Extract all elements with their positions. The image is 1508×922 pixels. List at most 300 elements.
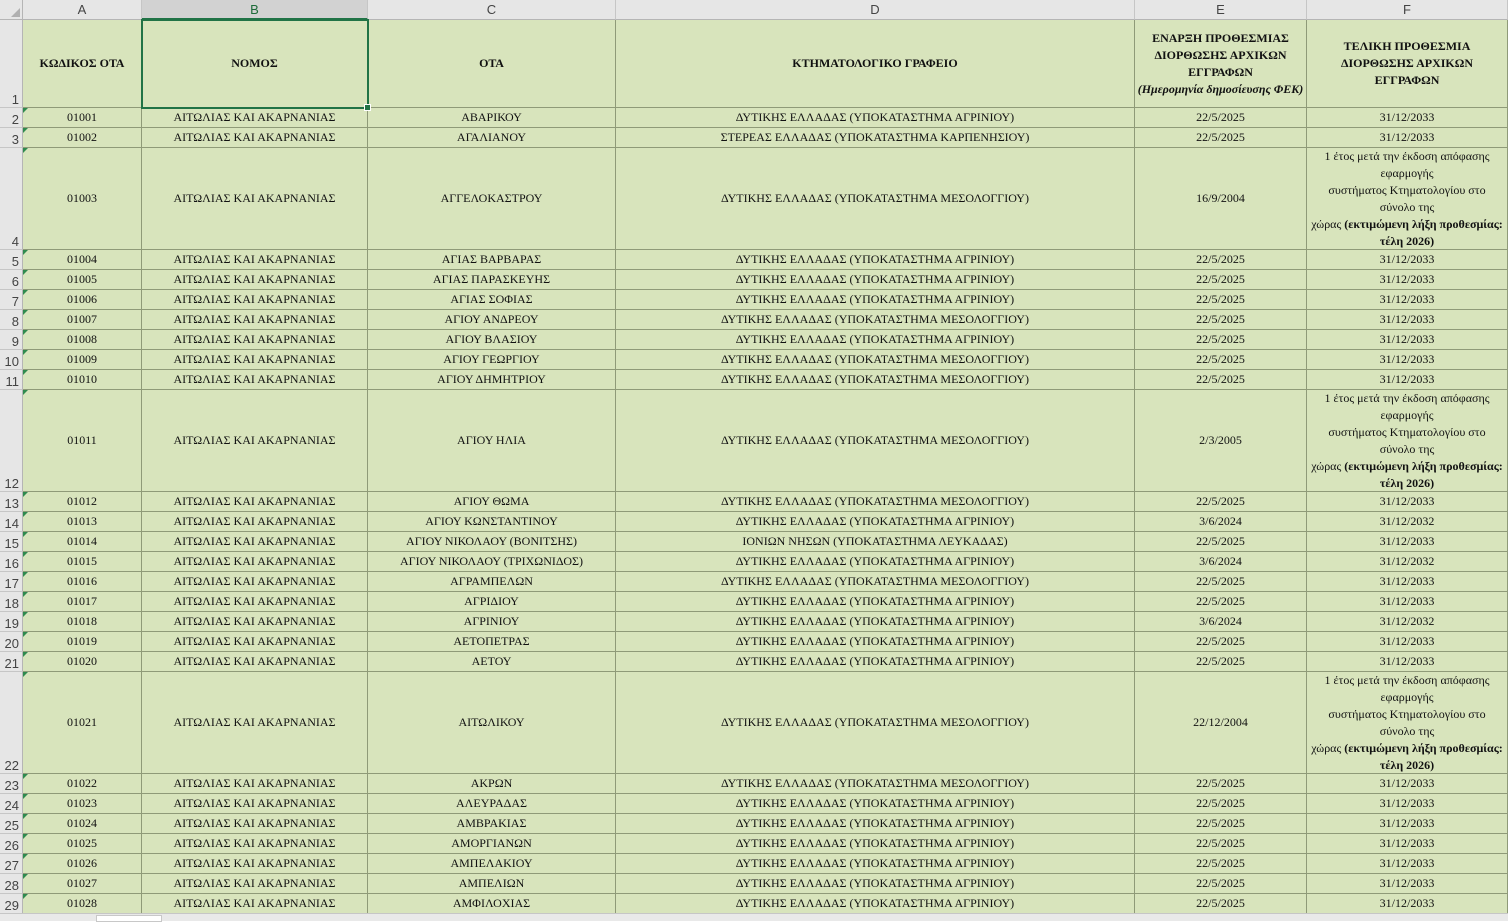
cell-code-text: 01016: [67, 574, 97, 588]
cell-nomos[interactable]: [142, 532, 368, 552]
cell-start-text: 22/5/2025: [1196, 494, 1245, 508]
cell-office-text: ΔΥΤΙΚΗΣ ΕΛΛΑΔΑΣ (ΥΠΟΚΑΤΑΣΤΗΜΑ ΜΕΣΟΛΟΓΓΙΟΥ): [721, 352, 1029, 366]
cell-office-text: ΙΟΝΙΩΝ ΝΗΣΩΝ (ΥΠΟΚΑΤΑΣΤΗΜΑ ΛΕΥΚΑΔΑΣ): [742, 534, 1008, 548]
cell-start[interactable]: [1135, 854, 1307, 874]
cell-start-text: 22/5/2025: [1196, 776, 1245, 790]
row-header-9[interactable]: 9: [0, 330, 23, 350]
cell-office[interactable]: [616, 652, 1135, 672]
cell-office[interactable]: [616, 370, 1135, 390]
cell-nomos[interactable]: [142, 148, 368, 250]
cell-office[interactable]: [616, 894, 1135, 914]
cell-code-text: 01007: [67, 312, 97, 326]
cell-deadline[interactable]: [1307, 148, 1508, 250]
cell-start-text: 22/5/2025: [1196, 896, 1245, 910]
cell-ota[interactable]: [368, 370, 616, 390]
cell-nomos-text: ΑΙΤΩΛΙΑΣ ΚΑΙ ΑΚΑΡΝΑΝΙΑΣ: [173, 534, 336, 548]
row-header-22[interactable]: 22: [0, 672, 23, 774]
cell-deadline-text: 31/12/2033: [1379, 534, 1435, 548]
cell-code[interactable]: [23, 572, 142, 592]
cell-deadline[interactable]: [1307, 834, 1508, 854]
cell-office-text: ΔΥΤΙΚΗΣ ΕΛΛΑΔΑΣ (ΥΠΟΚΑΤΑΣΤΗΜΑ ΑΓΡΙΝΙΟΥ): [735, 252, 1015, 266]
cell-office-text: ΣΤΕΡΕΑΣ ΕΛΛΑΔΑΣ (ΥΠΟΚΑΤΑΣΤΗΜΑ ΚΑΡΠΕΝΗΣΙΟΥ): [720, 130, 1030, 144]
row-header-29[interactable]: 29: [0, 894, 23, 914]
cell-ota[interactable]: [368, 592, 616, 612]
cell-code[interactable]: [23, 794, 142, 814]
cell-nomos[interactable]: [142, 250, 368, 270]
cell-nomos[interactable]: [142, 350, 368, 370]
cell-nomos[interactable]: [142, 390, 368, 492]
row-header-16[interactable]: 16: [0, 552, 23, 572]
cell-office[interactable]: [616, 330, 1135, 350]
cell-deadline[interactable]: [1307, 330, 1508, 350]
cell-office[interactable]: [616, 814, 1135, 834]
cell-ota[interactable]: [368, 492, 616, 512]
cell-deadline[interactable]: [1307, 794, 1508, 814]
cell-start[interactable]: [1135, 148, 1307, 250]
cell-ota[interactable]: [368, 250, 616, 270]
cell-code[interactable]: [23, 310, 142, 330]
cell-nomos[interactable]: [142, 774, 368, 794]
cell-ota[interactable]: [368, 552, 616, 572]
cell-office-text: ΔΥΤΙΚΗΣ ΕΛΛΑΔΑΣ (ΥΠΟΚΑΤΑΣΤΗΜΑ ΑΓΡΙΝΙΟΥ): [735, 654, 1015, 668]
cell-start[interactable]: [1135, 512, 1307, 532]
cell-nomos[interactable]: [142, 290, 368, 310]
cell-start[interactable]: [1135, 652, 1307, 672]
cell-start[interactable]: [1135, 108, 1307, 128]
row-header-28[interactable]: 28: [0, 874, 23, 894]
cell-nomos[interactable]: [142, 552, 368, 572]
cell-office[interactable]: [616, 532, 1135, 552]
cell-start[interactable]: [1135, 794, 1307, 814]
cell-code[interactable]: [23, 612, 142, 632]
cell-nomos[interactable]: [142, 814, 368, 834]
cell-nomos-text: ΑΙΤΩΛΙΑΣ ΚΑΙ ΑΚΑΡΝΑΝΙΑΣ: [173, 272, 336, 286]
header-code-text: ΚΩΔΙΚΟΣ ΟΤΑ: [39, 56, 125, 70]
text-number-warning-icon: [23, 774, 28, 779]
cell-office[interactable]: [616, 612, 1135, 632]
cell-office[interactable]: [616, 148, 1135, 250]
row-header-27[interactable]: 27: [0, 854, 23, 874]
cell-code[interactable]: [23, 894, 142, 914]
text-number-warning-icon: [23, 572, 28, 577]
cell-code[interactable]: [23, 652, 142, 672]
cell-code-text: 01021: [67, 715, 97, 729]
row-header-14[interactable]: 14: [0, 512, 23, 532]
text-number-warning-icon: [23, 270, 28, 275]
row-header-7[interactable]: 7: [0, 290, 23, 310]
cell-office[interactable]: [616, 834, 1135, 854]
row-header-19[interactable]: 19: [0, 612, 23, 632]
cell-office[interactable]: [616, 290, 1135, 310]
cell-code[interactable]: [23, 370, 142, 390]
cell-start[interactable]: [1135, 572, 1307, 592]
cell-ota[interactable]: [368, 774, 616, 794]
column-header-f[interactable]: F: [1307, 0, 1508, 20]
cell-office-text: ΔΥΤΙΚΗΣ ΕΛΛΑΔΑΣ (ΥΠΟΚΑΤΑΣΤΗΜΑ ΑΓΡΙΝΙΟΥ): [735, 876, 1015, 890]
cell-nomos-text: ΑΙΤΩΛΙΑΣ ΚΑΙ ΑΚΑΡΝΑΝΙΑΣ: [173, 634, 336, 648]
cell-deadline-text: 31/12/2033: [1379, 252, 1435, 266]
cell-start-text: 16/9/2004: [1196, 191, 1245, 205]
cell-ota[interactable]: [368, 612, 616, 632]
cell-nomos[interactable]: [142, 512, 368, 532]
cell-office[interactable]: [616, 512, 1135, 532]
row-header-12[interactable]: 12: [0, 390, 23, 492]
cell-nomos-text: ΑΙΤΩΛΙΑΣ ΚΑΙ ΑΚΑΡΝΑΝΙΑΣ: [173, 494, 336, 508]
cell-code[interactable]: [23, 874, 142, 894]
cell-nomos[interactable]: [142, 874, 368, 894]
cell-code[interactable]: [23, 492, 142, 512]
cell-code[interactable]: [23, 350, 142, 370]
cell-deadline[interactable]: [1307, 250, 1508, 270]
cell-start[interactable]: [1135, 290, 1307, 310]
cell-code-text: 01011: [67, 433, 97, 447]
column-header-a[interactable]: A: [23, 0, 142, 20]
text-number-warning-icon: [23, 612, 28, 617]
column-header-d[interactable]: D: [616, 0, 1135, 20]
cell-deadline-text: 31/12/2033: [1379, 776, 1435, 790]
cell-deadline-text: 31/12/2033: [1379, 494, 1435, 508]
cell-office-text: ΔΥΤΙΚΗΣ ΕΛΛΑΔΑΣ (ΥΠΟΚΑΤΑΣΤΗΜΑ ΑΓΡΙΝΙΟΥ): [735, 816, 1015, 830]
cell-nomos-text: ΑΙΤΩΛΙΑΣ ΚΑΙ ΑΚΑΡΝΑΝΙΑΣ: [173, 352, 336, 366]
row-header-17[interactable]: 17: [0, 572, 23, 592]
cell-nomos[interactable]: [142, 128, 368, 148]
cell-start-text: 22/5/2025: [1196, 312, 1245, 326]
cell-ota[interactable]: [368, 854, 616, 874]
cell-nomos-text: ΑΙΤΩΛΙΑΣ ΚΑΙ ΑΚΑΡΝΑΝΙΑΣ: [173, 574, 336, 588]
cell-deadline[interactable]: [1307, 370, 1508, 390]
cell-code[interactable]: [23, 834, 142, 854]
text-number-warning-icon: [23, 894, 28, 899]
cell-ota-text: ΑΜΦΙΛΟΧΙΑΣ: [452, 896, 531, 910]
cell-office[interactable]: [616, 350, 1135, 370]
cell-office[interactable]: [616, 270, 1135, 290]
header-office[interactable]: [616, 20, 1135, 108]
cell-deadline[interactable]: [1307, 592, 1508, 612]
cell-ota-text: ΑΓΙΟΥ ΚΩΝΣΤΑΝΤΙΝΟΥ: [425, 514, 558, 528]
header-deadline-text: ΤΕΛΙΚΗ ΠΡΟΘΕΣΜΙΑ ΔΙΟΡΘΩΣΗΣ ΑΡΧΙΚΩΝ ΕΓΓΡΑΦΩΝ: [1340, 39, 1474, 87]
cell-ota-text: ΑΓΙΑΣ ΠΑΡΑΣΚΕΥΗΣ: [432, 272, 551, 286]
cell-office-text: ΔΥΤΙΚΗΣ ΕΛΛΑΔΑΣ (ΥΠΟΚΑΤΑΣΤΗΜΑ ΜΕΣΟΛΟΓΓΙΟΥ): [721, 494, 1029, 508]
cell-start[interactable]: [1135, 632, 1307, 652]
cell-start[interactable]: [1135, 672, 1307, 774]
header-ota[interactable]: [368, 20, 616, 108]
text-number-warning-icon: [23, 310, 28, 315]
cell-code[interactable]: [23, 512, 142, 532]
column-header-b[interactable]: B: [142, 0, 368, 20]
row-header-11[interactable]: 11: [0, 370, 23, 390]
text-number-warning-icon: [23, 330, 28, 335]
cell-code[interactable]: [23, 532, 142, 552]
cell-start-text: 3/6/2024: [1199, 554, 1242, 568]
cell-code-text: 01015: [67, 554, 97, 568]
cell-nomos[interactable]: [142, 370, 368, 390]
cell-start[interactable]: [1135, 492, 1307, 512]
row-header-18[interactable]: 18: [0, 592, 23, 612]
cell-start[interactable]: [1135, 532, 1307, 552]
select-all-corner[interactable]: [0, 0, 23, 20]
cell-nomos-text: ΑΙΤΩΛΙΑΣ ΚΑΙ ΑΚΑΡΝΑΝΙΑΣ: [173, 292, 336, 306]
row-header-25[interactable]: 25: [0, 814, 23, 834]
cell-nomos[interactable]: [142, 672, 368, 774]
cell-code[interactable]: [23, 128, 142, 148]
cell-ota[interactable]: [368, 350, 616, 370]
cell-ota[interactable]: [368, 310, 616, 330]
cell-nomos[interactable]: [142, 652, 368, 672]
cell-ota-text: ΑΓΙΟΥ ΝΙΚΟΛΑΟΥ (ΤΡΙΧΩΝΙΔΟΣ): [399, 554, 584, 568]
cell-nomos-text: ΑΙΤΩΛΙΑΣ ΚΑΙ ΑΚΑΡΝΑΝΙΑΣ: [173, 614, 336, 628]
header-deadline[interactable]: [1307, 20, 1508, 108]
cell-code[interactable]: [23, 672, 142, 774]
cell-nomos[interactable]: [142, 330, 368, 350]
cell-code[interactable]: [23, 774, 142, 794]
cell-start[interactable]: [1135, 612, 1307, 632]
row-header-2[interactable]: 2: [0, 108, 23, 128]
cell-ota[interactable]: [368, 794, 616, 814]
cell-ota[interactable]: [368, 290, 616, 310]
cell-office-text: ΔΥΤΙΚΗΣ ΕΛΛΑΔΑΣ (ΥΠΟΚΑΤΑΣΤΗΜΑ ΑΓΡΙΝΙΟΥ): [735, 594, 1015, 608]
row-header-13[interactable]: 13: [0, 492, 23, 512]
cell-code[interactable]: [23, 390, 142, 492]
cell-start-text: 22/5/2025: [1196, 130, 1245, 144]
cell-office-text: ΔΥΤΙΚΗΣ ΕΛΛΑΔΑΣ (ΥΠΟΚΑΤΑΣΤΗΜΑ ΜΕΣΟΛΟΓΓΙΟΥ): [721, 433, 1029, 447]
header-code[interactable]: [23, 20, 142, 108]
row-header-24[interactable]: 24: [0, 794, 23, 814]
cell-office[interactable]: [616, 774, 1135, 794]
cell-deadline[interactable]: [1307, 632, 1508, 652]
cell-code[interactable]: [23, 108, 142, 128]
cell-start[interactable]: [1135, 128, 1307, 148]
row-header-5[interactable]: 5: [0, 250, 23, 270]
cell-start[interactable]: [1135, 310, 1307, 330]
text-number-warning-icon: [23, 492, 28, 497]
cell-office[interactable]: [616, 310, 1135, 330]
cell-start[interactable]: [1135, 774, 1307, 794]
cell-office[interactable]: [616, 592, 1135, 612]
cell-office-text: ΔΥΤΙΚΗΣ ΕΛΛΑΔΑΣ (ΥΠΟΚΑΤΑΣΤΗΜΑ ΜΕΣΟΛΟΓΓΙΟΥ): [721, 715, 1029, 729]
cell-nomos[interactable]: [142, 794, 368, 814]
cell-nomos[interactable]: [142, 492, 368, 512]
cell-nomos[interactable]: [142, 834, 368, 854]
cell-office-text: ΔΥΤΙΚΗΣ ΕΛΛΑΔΑΣ (ΥΠΟΚΑΤΑΣΤΗΜΑ ΑΓΡΙΝΙΟΥ): [735, 836, 1015, 850]
cell-start-text: 22/5/2025: [1196, 292, 1245, 306]
row-header-26[interactable]: 26: [0, 834, 23, 854]
cell-start[interactable]: [1135, 552, 1307, 572]
cell-code[interactable]: [23, 270, 142, 290]
text-number-warning-icon: [23, 350, 28, 355]
cell-start-text: 22/5/2025: [1196, 352, 1245, 366]
cell-code[interactable]: [23, 552, 142, 572]
cell-code[interactable]: [23, 148, 142, 250]
cell-deadline[interactable]: [1307, 552, 1508, 572]
cell-deadline[interactable]: [1307, 492, 1508, 512]
cell-code[interactable]: [23, 632, 142, 652]
cell-deadline[interactable]: [1307, 290, 1508, 310]
cell-ota[interactable]: [368, 532, 616, 552]
row-header-10[interactable]: 10: [0, 350, 23, 370]
cell-nomos[interactable]: [142, 572, 368, 592]
cell-nomos-text: ΑΙΤΩΛΙΑΣ ΚΑΙ ΑΚΑΡΝΑΝΙΑΣ: [173, 776, 336, 790]
cell-office[interactable]: [616, 492, 1135, 512]
cell-code-text: 01009: [67, 352, 97, 366]
cell-ota[interactable]: [368, 108, 616, 128]
cell-ota[interactable]: [368, 390, 616, 492]
row-header-23[interactable]: 23: [0, 774, 23, 794]
cell-deadline[interactable]: [1307, 108, 1508, 128]
cell-code-text: 01002: [67, 130, 97, 144]
cell-ota-text: ΑΓΓΕΛΟΚΑΣΤΡΟΥ: [440, 191, 543, 205]
deadline-note-bold: (εκτιμώμενη λήξη προθεσμίας: τέλη 2026): [1344, 458, 1503, 490]
row-header-1[interactable]: 1: [0, 20, 23, 108]
cell-nomos[interactable]: [142, 854, 368, 874]
cell-deadline[interactable]: [1307, 652, 1508, 672]
cell-code-text: 01012: [67, 494, 97, 508]
cell-ota[interactable]: [368, 128, 616, 148]
cell-code-text: 01018: [67, 614, 97, 628]
cell-office-text: ΔΥΤΙΚΗΣ ΕΛΛΑΔΑΣ (ΥΠΟΚΑΤΑΣΤΗΜΑ ΜΕΣΟΛΟΓΓΙΟΥ): [721, 776, 1029, 790]
deadline-note-line1: 1 έτος μετά την έκδοση απόφασης εφαρμογής: [1324, 148, 1490, 180]
cell-office[interactable]: [616, 854, 1135, 874]
cell-office-text: ΔΥΤΙΚΗΣ ΕΛΛΑΔΑΣ (ΥΠΟΚΑΤΑΣΤΗΜΑ ΜΕΣΟΛΟΓΓΙΟΥ): [721, 191, 1029, 205]
cell-deadline[interactable]: [1307, 128, 1508, 148]
cell-deadline-text: 31/12/2033: [1379, 796, 1435, 810]
cell-start[interactable]: [1135, 390, 1307, 492]
cell-ota[interactable]: [368, 672, 616, 774]
cell-code[interactable]: [23, 814, 142, 834]
text-number-warning-icon: [23, 250, 28, 255]
cell-deadline[interactable]: [1307, 270, 1508, 290]
cell-ota[interactable]: [368, 894, 616, 914]
cell-start[interactable]: [1135, 330, 1307, 350]
cell-start-text: 22/5/2025: [1196, 816, 1245, 830]
cell-ota-text: ΑΓΙΟΥ ΑΝΔΡΕΟΥ: [444, 312, 539, 326]
cell-office[interactable]: [616, 552, 1135, 572]
cell-start-text: 22/5/2025: [1196, 876, 1245, 890]
cell-nomos[interactable]: [142, 592, 368, 612]
cell-office[interactable]: [616, 572, 1135, 592]
deadline-note-line2: συστήματος Κτηματολογίου στο σύνολο της: [1328, 706, 1486, 738]
cell-ota[interactable]: [368, 632, 616, 652]
cell-office-text: ΔΥΤΙΚΗΣ ΕΛΛΑΔΑΣ (ΥΠΟΚΑΤΑΣΤΗΜΑ ΜΕΣΟΛΟΓΓΙΟΥ): [721, 312, 1029, 326]
cell-deadline[interactable]: [1307, 512, 1508, 532]
cell-ota[interactable]: [368, 512, 616, 532]
header-start[interactable]: [1135, 20, 1307, 108]
cell-deadline[interactable]: [1307, 814, 1508, 834]
cell-deadline[interactable]: [1307, 390, 1508, 492]
column-header-c[interactable]: C: [368, 0, 616, 20]
cell-office[interactable]: [616, 632, 1135, 652]
cell-code[interactable]: [23, 250, 142, 270]
cell-deadline[interactable]: [1307, 774, 1508, 794]
cell-start[interactable]: [1135, 250, 1307, 270]
cell-office-text: ΔΥΤΙΚΗΣ ΕΛΛΑΔΑΣ (ΥΠΟΚΑΤΑΣΤΗΜΑ ΑΓΡΙΝΙΟΥ): [735, 614, 1015, 628]
cell-ota[interactable]: [368, 834, 616, 854]
cell-nomos[interactable]: [142, 108, 368, 128]
cell-office[interactable]: [616, 874, 1135, 894]
cell-ota[interactable]: [368, 572, 616, 592]
cell-start[interactable]: [1135, 270, 1307, 290]
scrollbar-thumb[interactable]: [96, 915, 162, 922]
cell-code[interactable]: [23, 592, 142, 612]
cell-deadline[interactable]: [1307, 350, 1508, 370]
cell-start-text: 22/5/2025: [1196, 534, 1245, 548]
cell-ota[interactable]: [368, 652, 616, 672]
cell-nomos-text: ΑΙΤΩΛΙΑΣ ΚΑΙ ΑΚΑΡΝΑΝΙΑΣ: [173, 433, 336, 447]
cell-code-text: 01028: [67, 896, 97, 910]
cell-deadline[interactable]: [1307, 612, 1508, 632]
cell-nomos-text: ΑΙΤΩΛΙΑΣ ΚΑΙ ΑΚΑΡΝΑΝΙΑΣ: [173, 514, 336, 528]
cell-ota-text: ΑΓΙΟΥ ΓΕΩΡΓΙΟΥ: [443, 352, 540, 366]
cell-start[interactable]: [1135, 814, 1307, 834]
cell-code-text: 01010: [67, 372, 97, 386]
deadline-note-line1: 1 έτος μετά την έκδοση απόφασης εφαρμογής: [1324, 672, 1490, 704]
column-header-e[interactable]: E: [1135, 0, 1307, 20]
cell-start-text: 22/5/2025: [1196, 110, 1245, 124]
cell-start[interactable]: [1135, 874, 1307, 894]
header-start-sub: (Ημερομηνία δημοσίευσης ΦΕΚ): [1137, 81, 1304, 96]
cell-deadline[interactable]: [1307, 854, 1508, 874]
cell-deadline[interactable]: [1307, 894, 1508, 914]
cell-deadline-text: 31/12/2033: [1379, 110, 1435, 124]
row-header-15[interactable]: 15: [0, 532, 23, 552]
cell-deadline[interactable]: [1307, 672, 1508, 774]
cell-code[interactable]: [23, 854, 142, 874]
cell-office[interactable]: [616, 250, 1135, 270]
cell-start[interactable]: [1135, 894, 1307, 914]
cell-deadline[interactable]: [1307, 310, 1508, 330]
cell-nomos[interactable]: [142, 894, 368, 914]
cell-nomos[interactable]: [142, 310, 368, 330]
header-ota-text: ΟΤΑ: [479, 56, 504, 70]
cell-office[interactable]: [616, 390, 1135, 492]
cell-start[interactable]: [1135, 592, 1307, 612]
cell-office-text: ΔΥΤΙΚΗΣ ΕΛΛΑΔΑΣ (ΥΠΟΚΑΤΑΣΤΗΜΑ ΑΓΡΙΝΙΟΥ): [735, 272, 1015, 286]
header-office-text: ΚΤΗΜΑΤΟΛΟΓΙΚΟ ΓΡΑΦΕΙΟ: [792, 56, 958, 70]
row-header-3[interactable]: 3: [0, 128, 23, 148]
header-nomos[interactable]: [142, 20, 368, 108]
deadline-note-bold: (εκτιμώμενη λήξη προθεσμίας: τέλη 2026): [1344, 740, 1503, 772]
row-header-4[interactable]: 4: [0, 148, 23, 250]
cell-start[interactable]: [1135, 834, 1307, 854]
cell-ota[interactable]: [368, 330, 616, 350]
cell-office[interactable]: [616, 128, 1135, 148]
cell-nomos[interactable]: [142, 612, 368, 632]
row-header-8[interactable]: 8: [0, 310, 23, 330]
row-header-6[interactable]: 6: [0, 270, 23, 290]
cell-ota[interactable]: [368, 148, 616, 250]
cell-ota[interactable]: [368, 270, 616, 290]
cell-deadline[interactable]: [1307, 572, 1508, 592]
cell-deadline[interactable]: [1307, 874, 1508, 894]
cell-ota[interactable]: [368, 814, 616, 834]
cell-nomos[interactable]: [142, 632, 368, 652]
cell-start-text: 22/5/2025: [1196, 252, 1245, 266]
cell-deadline[interactable]: [1307, 532, 1508, 552]
cell-office[interactable]: [616, 794, 1135, 814]
cell-ota[interactable]: [368, 874, 616, 894]
cell-office[interactable]: [616, 108, 1135, 128]
cell-ota-text: ΑΓΙΟΥ ΒΛΑΣΙΟΥ: [445, 332, 538, 346]
cell-start-text: 22/5/2025: [1196, 856, 1245, 870]
cell-start[interactable]: [1135, 350, 1307, 370]
cell-code[interactable]: [23, 290, 142, 310]
cell-ota-text: ΑΕΤΟΥ: [471, 654, 512, 668]
cell-code[interactable]: [23, 330, 142, 350]
row-header-21[interactable]: 21: [0, 652, 23, 672]
cell-start[interactable]: [1135, 370, 1307, 390]
cell-office[interactable]: [616, 672, 1135, 774]
cell-nomos[interactable]: [142, 270, 368, 290]
row-header-20[interactable]: 20: [0, 632, 23, 652]
